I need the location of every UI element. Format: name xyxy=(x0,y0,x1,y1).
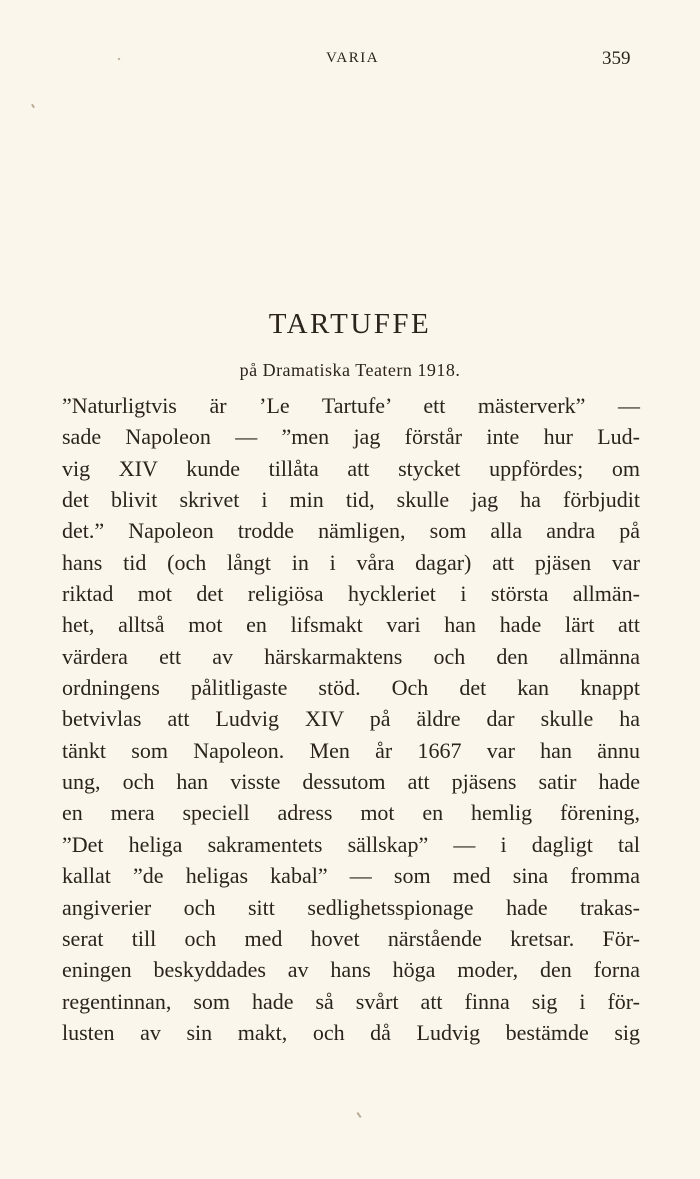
text-line: ”Det heliga sakramentets sällskap” — i dagligt tal xyxy=(62,831,640,857)
text-line: vig XIV kunde tillåta att stycket uppfördes; om xyxy=(62,455,640,481)
text-line: regentinnan, som hade så svårt att finna sig i för- xyxy=(62,988,640,1014)
running-head xyxy=(0,50,700,72)
text-line: det blivit skrivet i min tid, skulle jag ha förbjudit xyxy=(62,487,640,513)
text-line: värdera ett av härskarmaktens och den allmänna xyxy=(62,643,640,669)
text-line: lusten av sin makt, och då Ludvig bestämde sig xyxy=(62,1019,640,1045)
text-line: det.” Napoleon trodde nämligen, som alla andra på xyxy=(62,518,640,544)
text-line: serat till och med hovet närstående kretsar. För- xyxy=(62,925,640,951)
text-line: kallat ”de heligas kabal” — som med sina fromma xyxy=(62,863,640,889)
article-title: TARTUFFE xyxy=(268,308,432,340)
text-line: hans tid (och långt in i våra dagar) att pjäsen var xyxy=(62,549,640,575)
page-number: 359 xyxy=(602,48,631,69)
text-line: riktad mot det religiösa hyckleriet i största allmän- xyxy=(62,581,640,607)
text-line: sade Napoleon — ”men jag förstår inte hur Lud- xyxy=(62,424,640,450)
text-line: betvivlas att Ludvig XIV på äldre dar skulle ha xyxy=(62,706,640,732)
paper-speck xyxy=(31,104,35,108)
article-body xyxy=(62,390,640,1048)
text-line: tänkt som Napoleon. Men år 1667 var han ännu xyxy=(62,737,640,763)
paper-speck xyxy=(356,1112,361,1118)
text-line: en mera speciell adress mot en hemlig förening, xyxy=(62,800,640,826)
article-subtitle: på Dramatiska Teatern 1918. xyxy=(239,360,461,380)
text-line: ”Naturligtvis är ’Le Tartufe’ ett mästerverk” — xyxy=(62,393,640,418)
running-title: VARIA xyxy=(326,50,380,66)
text-line: angiverier och sitt sedlighetsspionage hade trakas- xyxy=(62,894,640,920)
text-line: eningen beskyddades av hans höga moder, den forna xyxy=(62,957,640,983)
text-line: het, alltså mot en lifsmakt vari han hade lärt att xyxy=(62,612,640,638)
text-line: ung, och han visste dessutom att pjäsens satir hade xyxy=(62,769,640,795)
text-line: ordningens pålitligaste stöd. Och det kan knappt xyxy=(62,675,640,701)
